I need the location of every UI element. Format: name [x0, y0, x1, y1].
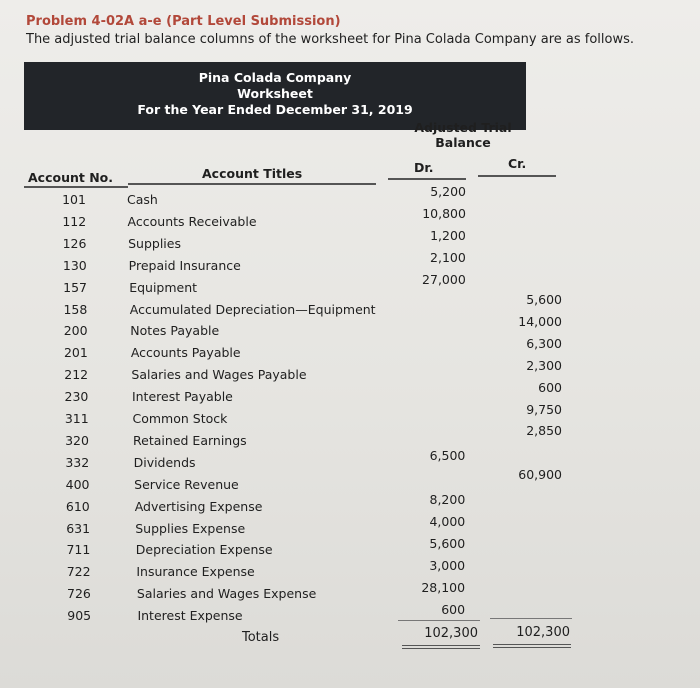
problem-title: Problem 4-02A a-e (Part Level Submission) — [26, 14, 341, 29]
dr-amount: 2,100 — [430, 250, 466, 265]
account-number: 200 — [63, 323, 88, 339]
worksheet-period: For the Year Ended December 31, 2019 — [137, 102, 413, 117]
dr-amount: 28,100 — [421, 580, 466, 595]
account-no-header: Account No. — [28, 170, 114, 185]
account-number: 631 — [66, 520, 91, 536]
cr-header: Cr. — [508, 156, 527, 171]
account-no-rule — [24, 186, 128, 188]
totals-label: Totals — [242, 630, 280, 645]
account-title: Accounts Payable — [130, 345, 241, 361]
account-number: 230 — [64, 389, 89, 405]
dr-amount: 4,000 — [429, 514, 466, 529]
account-title: Dividends — [133, 454, 196, 470]
balance-label: Balance — [435, 135, 491, 150]
account-number: 101 — [62, 192, 86, 207]
cr-amount: 60,900 — [518, 467, 562, 483]
company-name: Pina Colada Company — [198, 70, 352, 85]
account-number: 311 — [64, 411, 89, 426]
account-titles-header: Account Titles — [202, 166, 303, 181]
cr-amount: 5,600 — [526, 291, 562, 307]
account-number: 905 — [67, 608, 92, 624]
cr-total: 102,300 — [516, 625, 570, 640]
account-title: Advertising Expense — [134, 498, 263, 514]
dr-amount: 600 — [441, 602, 466, 617]
account-number: 610 — [65, 498, 90, 514]
account-title: Prepaid Insurance — [128, 257, 241, 273]
account-number: 201 — [63, 345, 88, 361]
dr-amount: 10,800 — [422, 206, 466, 221]
dr-double-rule-1 — [402, 645, 480, 646]
account-title: Retained Earnings — [133, 432, 247, 448]
account-title: Insurance Expense — [136, 564, 255, 580]
account-titles-rule — [128, 183, 376, 185]
account-number: 130 — [62, 257, 87, 273]
account-title: Supplies — [128, 235, 181, 251]
dr-amount: 1,200 — [430, 228, 466, 243]
dr-header: Dr. — [414, 160, 434, 175]
account-title: Depreciation Expense — [135, 542, 273, 558]
account-title: Common Stock — [132, 411, 228, 426]
problem-instruction: The adjusted trial balance columns of the worksheet for Pina Colada Company are as follows. — [26, 32, 635, 47]
dr-amount: 8,200 — [429, 492, 466, 507]
account-number: 212 — [64, 367, 89, 383]
cr-rule — [478, 175, 556, 177]
account-number: 726 — [67, 586, 91, 602]
account-title: Notes Payable — [130, 323, 220, 339]
dr-amount: 3,000 — [429, 558, 466, 573]
dr-amount: 5,200 — [430, 184, 466, 199]
account-title: Cash — [127, 192, 158, 207]
account-title: Accumulated Depreciation—Equipment — [129, 301, 376, 317]
account-number: 320 — [65, 432, 89, 448]
cr-double-rule-2 — [493, 647, 571, 648]
cr-amount: 2,850 — [526, 423, 562, 439]
dr-double-rule-2 — [402, 648, 480, 649]
account-number: 112 — [62, 213, 87, 229]
account-title: Interest Payable — [131, 389, 233, 405]
cr-double-rule-1 — [493, 644, 571, 645]
account-number: 126 — [62, 235, 87, 251]
dr-amount: 6,500 — [429, 448, 466, 463]
account-number: 711 — [66, 542, 91, 558]
account-number: 158 — [63, 301, 88, 317]
account-title: Supplies Expense — [135, 520, 246, 536]
account-number: 400 — [65, 476, 90, 492]
cr-amount: 6,300 — [526, 335, 562, 351]
dr-total-rule — [398, 620, 480, 621]
account-title: Salaries and Wages Payable — [131, 367, 307, 383]
worksheet-name: Worksheet — [237, 86, 313, 101]
account-number: 722 — [66, 564, 91, 580]
account-title: Interest Expense — [137, 608, 243, 624]
dr-total: 102,300 — [424, 626, 478, 641]
cr-amount: 9,750 — [526, 401, 562, 417]
cr-amount: 2,300 — [526, 357, 562, 373]
dr-amount: 27,000 — [422, 272, 466, 287]
account-number: 157 — [63, 279, 88, 295]
account-title: Accounts Receivable — [127, 213, 257, 229]
dr-amount: 5,600 — [429, 536, 466, 551]
account-title: Equipment — [129, 279, 198, 295]
account-number: 332 — [65, 454, 90, 470]
cr-amount: 14,000 — [518, 313, 562, 329]
dr-rule — [388, 178, 466, 180]
adjusted-trial-balance-heading — [398, 120, 528, 150]
cr-total-rule — [490, 618, 572, 619]
account-title: Salaries and Wages Expense — [136, 586, 317, 602]
cr-amount: 600 — [538, 379, 562, 395]
account-title: Service Revenue — [134, 476, 239, 492]
adjusted-trial-label: Adjusted Trial — [414, 120, 512, 135]
